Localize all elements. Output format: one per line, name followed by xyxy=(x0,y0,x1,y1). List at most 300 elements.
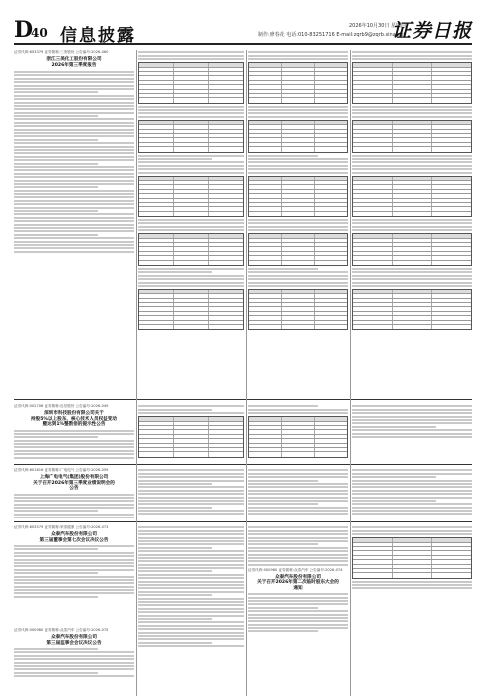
text-line xyxy=(14,579,134,581)
text-line xyxy=(138,526,244,528)
text-line xyxy=(248,597,348,599)
text-line xyxy=(138,608,244,610)
text-line xyxy=(138,540,244,542)
text-line xyxy=(14,582,134,584)
text-line xyxy=(248,109,348,111)
announcement-title: 深圳市科技股份有限公司关于 持股5%以上股东、核心技术人员权益变动 暨达到1%整数倍的提示性公告 xyxy=(31,411,117,427)
text-line xyxy=(138,275,244,277)
text-line xyxy=(352,51,472,53)
editor-contact: 制作:廖春花 电话:010-83251716 E-mail:zqrb9@zqrb.sina.net xyxy=(258,32,406,38)
text-line xyxy=(352,278,472,280)
data-table xyxy=(138,416,244,458)
text-line xyxy=(248,226,348,228)
text-line xyxy=(352,285,472,287)
text-line xyxy=(248,510,348,512)
text-line xyxy=(138,611,244,613)
text-line xyxy=(138,638,244,640)
text-line xyxy=(248,58,348,60)
stock-code: 证券代码:000980 证券简称:众泰汽车 公告编号:2026-075 xyxy=(14,628,109,632)
text-line xyxy=(14,672,98,674)
text-line xyxy=(138,503,244,505)
body-table xyxy=(352,526,472,589)
text-line xyxy=(248,161,348,163)
text-line xyxy=(138,168,244,170)
text-line xyxy=(248,557,348,559)
text-line xyxy=(138,584,244,586)
text-line xyxy=(248,275,348,277)
text-line xyxy=(14,224,134,226)
text-line xyxy=(248,614,348,616)
text-line xyxy=(138,591,244,593)
text-line xyxy=(138,507,212,509)
text-line xyxy=(14,514,134,516)
text-column xyxy=(138,404,244,460)
text-line xyxy=(352,426,436,428)
text-line xyxy=(14,78,134,80)
text-line xyxy=(14,152,134,154)
text-line xyxy=(14,596,98,598)
text-line xyxy=(14,88,134,90)
text-line xyxy=(248,165,348,167)
body-text xyxy=(248,526,348,565)
text-line xyxy=(138,161,244,163)
text-line xyxy=(14,186,98,188)
data-table xyxy=(138,176,244,218)
announcement-block xyxy=(14,525,134,625)
text-line xyxy=(14,193,134,195)
text-line xyxy=(14,200,134,202)
text-line xyxy=(138,165,244,167)
text-line xyxy=(248,600,348,602)
text-line xyxy=(14,203,134,205)
data-table xyxy=(352,62,472,104)
text-line xyxy=(14,440,134,442)
text-line xyxy=(138,469,244,471)
text-line xyxy=(248,500,348,502)
text-line xyxy=(138,109,244,111)
text-line xyxy=(14,71,134,73)
text-line xyxy=(352,587,472,589)
text-line xyxy=(138,486,244,488)
text-line xyxy=(138,557,244,559)
text-line xyxy=(14,559,134,561)
text-line xyxy=(138,483,212,485)
text-line xyxy=(138,222,244,224)
text-line xyxy=(138,581,244,583)
text-line xyxy=(138,112,244,114)
text-line xyxy=(352,55,472,57)
body-text xyxy=(14,494,134,519)
text-line xyxy=(248,537,348,539)
text-line xyxy=(14,102,134,104)
text-line xyxy=(14,504,134,506)
text-line xyxy=(248,550,348,552)
text-line xyxy=(14,586,134,588)
text-line xyxy=(248,564,348,566)
text-line xyxy=(14,169,134,171)
text-line xyxy=(248,222,348,224)
data-table xyxy=(248,289,348,331)
text-line xyxy=(138,271,212,273)
text-line xyxy=(352,112,472,114)
text-line xyxy=(138,543,244,545)
text-line xyxy=(14,569,134,571)
data-table xyxy=(352,176,472,218)
text-line xyxy=(352,500,436,502)
text-line xyxy=(14,190,134,192)
text-line xyxy=(248,513,348,515)
text-line xyxy=(352,168,472,170)
text-line xyxy=(138,116,244,118)
text-column xyxy=(248,468,348,518)
text-line xyxy=(138,537,244,539)
text-line xyxy=(352,416,472,418)
text-line xyxy=(248,405,318,407)
text-line xyxy=(248,526,348,528)
text-line xyxy=(352,282,472,284)
text-column xyxy=(352,525,472,696)
text-line xyxy=(248,106,348,108)
text-line xyxy=(138,642,212,644)
text-line xyxy=(248,543,318,545)
text-line xyxy=(138,604,244,606)
announcement-block xyxy=(14,468,134,518)
text-line xyxy=(14,555,134,557)
divider xyxy=(14,521,472,522)
body-text xyxy=(352,469,472,515)
text-line xyxy=(352,497,472,499)
text-line xyxy=(138,500,244,502)
text-line xyxy=(138,282,244,284)
text-line xyxy=(14,213,134,215)
text-line xyxy=(14,665,134,667)
body-text xyxy=(14,648,134,677)
text-line xyxy=(14,149,134,151)
text-line xyxy=(248,620,348,622)
text-line xyxy=(352,483,472,485)
text-column xyxy=(138,525,244,696)
page-number: 40 xyxy=(31,26,48,40)
body-text xyxy=(14,545,134,598)
text-line xyxy=(138,645,244,647)
text-line xyxy=(14,142,134,144)
text-line xyxy=(14,592,134,594)
text-line xyxy=(352,581,472,583)
text-line xyxy=(14,125,134,127)
announcement-title: 浙江三美化工股份有限公司 2026年第三季度报告 xyxy=(46,57,102,68)
text-line xyxy=(14,572,98,574)
text-line xyxy=(138,570,212,572)
text-line xyxy=(248,547,348,549)
text-line xyxy=(352,222,472,224)
page-header xyxy=(14,18,472,45)
text-line xyxy=(352,526,472,528)
announcement-title: 众泰汽车股份有限公司 第三届监事会会议决议公告 xyxy=(46,635,102,646)
text-line xyxy=(352,503,472,505)
text-line xyxy=(248,282,348,284)
text-line xyxy=(352,106,472,108)
text-line xyxy=(138,480,244,482)
text-line xyxy=(14,176,134,178)
text-line xyxy=(138,155,244,157)
text-line xyxy=(138,55,244,57)
body-text xyxy=(352,405,472,438)
text-line xyxy=(248,624,348,626)
text-line xyxy=(248,483,348,485)
text-line xyxy=(14,98,134,100)
column-separator xyxy=(350,50,351,696)
text-line xyxy=(14,251,134,253)
text-line xyxy=(14,74,134,76)
text-line xyxy=(352,476,436,478)
text-line xyxy=(352,419,472,421)
text-line xyxy=(14,230,134,232)
text-line xyxy=(14,668,134,670)
text-line xyxy=(352,513,472,515)
text-column xyxy=(138,468,244,518)
stock-code: 证券代码:603379 证券简称:三美股份 公告编号:2026-060 xyxy=(14,50,109,54)
text-line xyxy=(138,158,212,160)
text-line xyxy=(248,630,318,632)
body-text xyxy=(138,405,244,457)
text-line xyxy=(138,268,244,270)
text-line xyxy=(352,165,472,167)
text-line xyxy=(138,564,244,566)
text-line xyxy=(14,545,134,547)
text-line xyxy=(14,95,134,97)
text-line xyxy=(248,229,348,231)
text-line xyxy=(14,433,134,435)
text-line xyxy=(138,598,244,600)
text-line xyxy=(352,268,472,270)
text-line xyxy=(248,617,348,619)
text-line xyxy=(138,533,244,535)
announcement-title: 众泰汽车股份有限公司 关于召开2026年第二次临时股东大会的 通知 xyxy=(257,574,339,591)
text-line xyxy=(14,576,134,578)
text-line xyxy=(248,490,348,492)
text-line xyxy=(352,429,472,431)
text-line xyxy=(248,530,348,532)
text-line xyxy=(352,405,472,407)
text-line xyxy=(248,219,348,221)
text-line xyxy=(352,412,472,414)
text-line xyxy=(352,486,472,488)
text-line xyxy=(352,116,472,118)
text-line xyxy=(138,493,244,495)
text-line xyxy=(14,156,134,158)
body-text xyxy=(138,469,244,515)
text-line xyxy=(14,453,134,455)
text-line xyxy=(138,513,244,515)
announcement-block xyxy=(14,628,134,696)
text-line xyxy=(248,268,318,270)
text-line xyxy=(138,587,244,589)
text-line xyxy=(14,430,134,432)
text-line xyxy=(14,196,134,198)
newspaper-logo: 证券日报 xyxy=(391,20,472,42)
text-line xyxy=(14,662,134,664)
data-table xyxy=(138,62,244,104)
text-line xyxy=(14,446,134,448)
text-line xyxy=(352,473,472,475)
text-line xyxy=(248,493,348,495)
text-line xyxy=(138,285,244,287)
stock-code: 证券代码:601616 证券简称:广电电气 公告编号:2026-059 xyxy=(14,468,109,472)
text-column xyxy=(352,404,472,460)
data-table xyxy=(248,176,348,218)
text-line xyxy=(248,51,348,53)
text-line xyxy=(352,490,472,492)
announcement-block xyxy=(14,50,134,395)
data-table xyxy=(248,416,348,458)
text-line xyxy=(14,500,134,502)
text-line xyxy=(14,648,98,650)
text-line xyxy=(138,106,244,108)
text-line xyxy=(248,271,348,273)
data-table xyxy=(352,120,472,153)
data-table xyxy=(138,289,244,331)
text-line xyxy=(14,436,98,438)
text-line xyxy=(352,433,472,435)
text-line xyxy=(14,651,134,653)
text-line xyxy=(14,173,134,175)
text-line xyxy=(14,457,134,459)
text-line xyxy=(352,507,472,509)
body-text xyxy=(248,593,348,632)
data-table xyxy=(138,233,244,266)
announcement-title: 众泰汽车股份有限公司 第三届董事会第七次会议决议公告 xyxy=(39,532,109,543)
text-line xyxy=(14,135,134,137)
body-table xyxy=(352,51,472,330)
text-line xyxy=(138,490,244,492)
divider xyxy=(14,464,472,465)
text-line xyxy=(14,183,134,185)
text-line xyxy=(14,132,134,134)
text-line xyxy=(138,601,244,603)
text-line xyxy=(14,450,134,452)
text-line xyxy=(14,220,134,222)
text-line xyxy=(248,168,348,170)
text-line xyxy=(248,503,318,505)
text-line xyxy=(14,180,134,182)
text-line xyxy=(248,607,318,609)
text-line xyxy=(352,109,472,111)
stock-code: 证券代码:000980 证券简称:众泰汽车 公告编号:2026-074 xyxy=(248,567,343,572)
text-line xyxy=(14,658,134,660)
text-line xyxy=(14,118,134,120)
text-line xyxy=(14,166,134,168)
text-line xyxy=(14,105,134,107)
data-table xyxy=(138,120,244,153)
text-line xyxy=(138,172,244,174)
text-line xyxy=(14,517,134,518)
text-line xyxy=(352,219,472,221)
text-line xyxy=(14,655,134,657)
text-line xyxy=(352,493,472,495)
section-title: 信息披露 xyxy=(60,26,136,46)
text-line xyxy=(248,469,348,471)
text-line xyxy=(352,469,472,471)
text-line xyxy=(352,530,472,532)
body-text xyxy=(14,71,134,253)
text-line xyxy=(248,554,348,556)
issue-date: 2026年10月30日 星期四 xyxy=(349,23,407,29)
stock-code: 证券代码:002706 证券简称:良信股份 公告编号:2026-049 xyxy=(14,404,109,408)
divider xyxy=(14,399,472,400)
text-line xyxy=(248,409,348,411)
text-column xyxy=(352,468,472,518)
text-line xyxy=(138,594,212,596)
text-line xyxy=(352,226,472,228)
text-line xyxy=(14,562,134,564)
text-line xyxy=(14,85,134,87)
text-line xyxy=(138,567,244,569)
text-line xyxy=(248,533,348,535)
text-line xyxy=(248,486,348,488)
text-line xyxy=(352,275,472,277)
text-line xyxy=(138,510,244,512)
column-separator xyxy=(136,50,137,696)
column-separator xyxy=(246,50,247,696)
text-line xyxy=(138,618,212,620)
text-line xyxy=(138,635,244,637)
text-line xyxy=(248,476,348,478)
text-line xyxy=(248,473,348,475)
text-line xyxy=(248,278,348,280)
text-line xyxy=(138,226,244,228)
text-line xyxy=(138,409,212,411)
text-line xyxy=(14,112,134,114)
text-line xyxy=(138,473,244,475)
text-line xyxy=(138,560,244,562)
text-line xyxy=(138,577,244,579)
text-line xyxy=(14,217,134,219)
text-line xyxy=(14,146,134,148)
text-line xyxy=(352,480,472,482)
text-line xyxy=(138,278,244,280)
body-text xyxy=(138,526,244,647)
text-line xyxy=(14,675,134,677)
text-line xyxy=(138,476,244,478)
text-line xyxy=(248,55,348,57)
text-line xyxy=(352,436,472,438)
text-line xyxy=(248,112,348,114)
text-line xyxy=(352,409,472,411)
text-line xyxy=(14,234,98,236)
text-line xyxy=(14,443,134,445)
text-line xyxy=(14,548,98,550)
text-line xyxy=(248,560,348,562)
announcement-block xyxy=(14,404,134,460)
text-line xyxy=(138,530,244,532)
body-text xyxy=(248,469,348,515)
text-line xyxy=(248,610,348,612)
text-line xyxy=(352,161,472,163)
announcement-block xyxy=(248,525,348,696)
announcement-title: 上海广电电气(集团)股份有限公司 关于召开2026年第三季度业绩说明会的 公告 xyxy=(33,475,115,491)
data-table xyxy=(352,289,472,331)
text-line xyxy=(352,172,472,174)
text-line xyxy=(138,405,244,407)
text-line xyxy=(248,497,348,499)
text-line xyxy=(14,241,134,243)
text-line xyxy=(352,271,472,273)
text-line xyxy=(14,247,134,249)
data-table xyxy=(248,120,348,153)
text-line xyxy=(138,550,244,552)
table-column xyxy=(352,50,472,395)
text-line xyxy=(248,507,348,509)
